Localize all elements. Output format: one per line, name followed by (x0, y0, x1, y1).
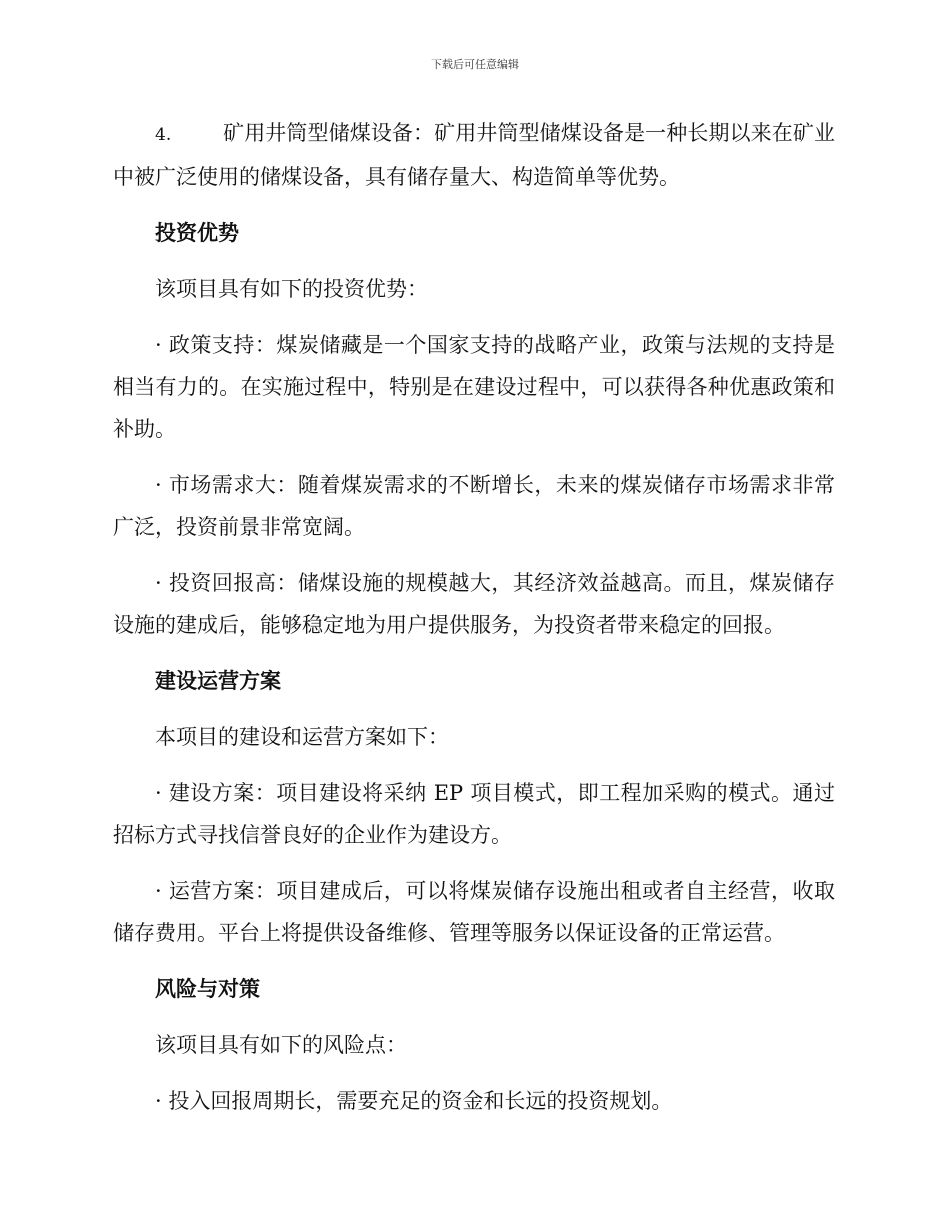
list-item-number: 4. (155, 125, 172, 145)
document-body (113, 112, 835, 1136)
list-item-4 (113, 112, 835, 198)
bullet-policy-support: · 政策支持：煤炭储藏是一个国家支持的战略产业，政策与法规的支持是相当有力的。在实施过程中，特别是在建设过程中，可以获得各种优惠政策和补助。 (113, 333, 835, 441)
section-heading-construction: 建设运营方案 (155, 669, 281, 693)
section-intro-construction: 本项目的建设和运营方案如下： (155, 725, 449, 749)
bullet-operation-plan: · 运营方案：项目建成后，可以将煤炭储存设施出租或者自主经营，收取储存费用。平台上将提供设备维修、管理等服务以保证设备的正常运营。 (113, 879, 835, 945)
section-intro-investment: 该项目具有如下的投资优势： (155, 277, 428, 301)
section-heading-investment: 投资优势 (155, 221, 239, 245)
section-heading-risk: 风险与对策 (155, 977, 260, 1001)
list-item-text: 矿用井筒型储煤设备：矿用井筒型储煤设备是一种长期以来在矿业中被广泛使用的储煤设备，具有储存量大、构造简单等优势。 (113, 121, 835, 189)
bullet-market-demand: · 市场需求大：随着煤炭需求的不断增长，未来的煤炭储存市场需求非常广泛，投资前景非常宽阔。 (113, 473, 835, 539)
section-intro-risk: 该项目具有如下的风险点： (155, 1033, 407, 1057)
page-header: 下载后可任意编辑 (431, 58, 519, 71)
bullet-investment-return: · 投资回报高：储煤设施的规模越大，其经济效益越高。而且，煤炭储存设施的建成后，能够稳定地为用户提供服务，为投资者带来稳定的回报。 (113, 571, 835, 637)
bullet-risk-long-cycle: · 投入回报周期长，需要充足的资金和长远的投资规划。 (155, 1089, 673, 1113)
bullet-construction-plan: · 建设方案：项目建设将采纳 EP 项目模式，即工程加采购的模式。通过招标方式寻找信誉良好的企业作为建设方。 (113, 781, 835, 847)
